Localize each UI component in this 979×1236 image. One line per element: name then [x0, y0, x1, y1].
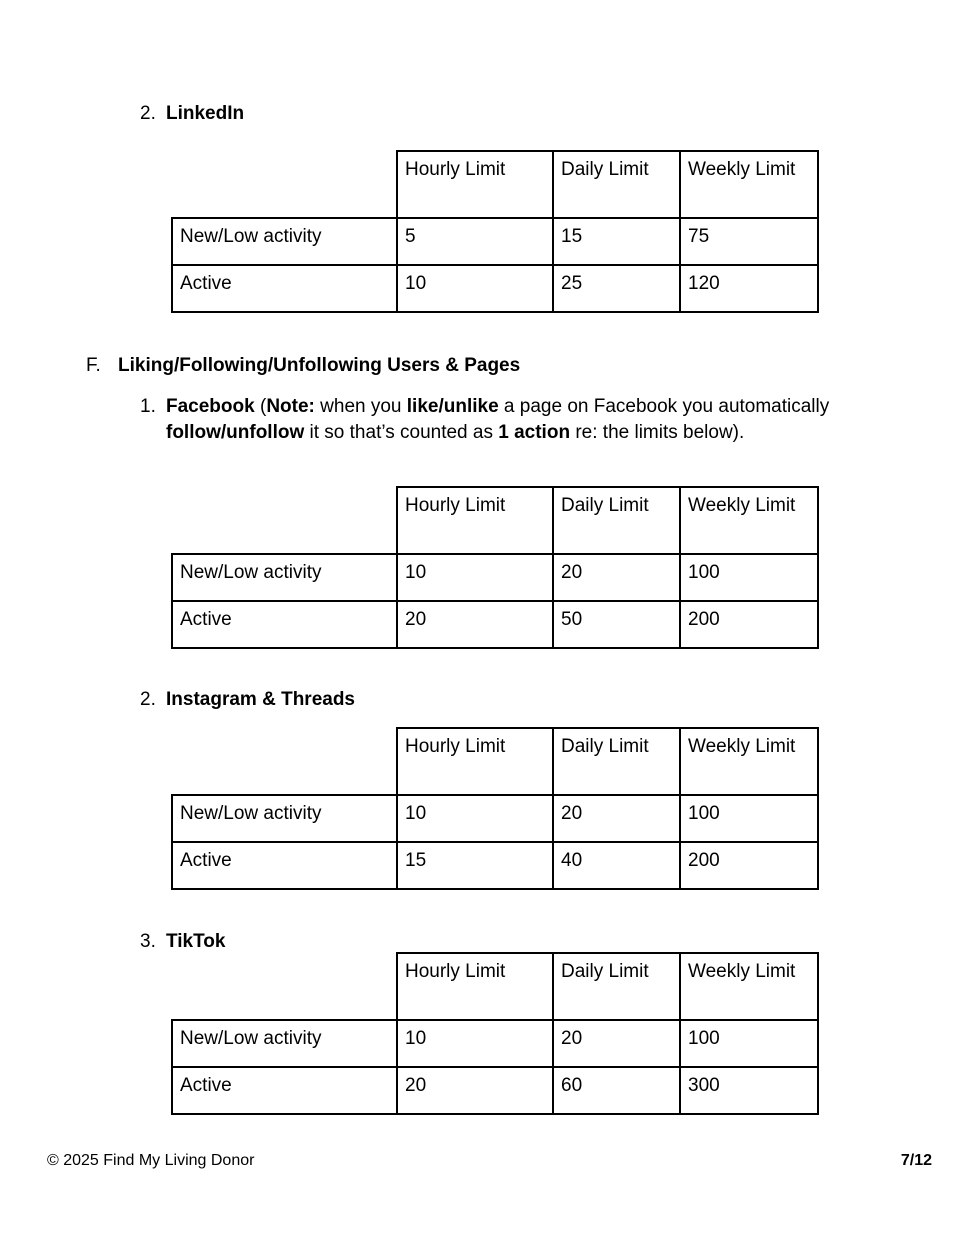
cell-daily: 60	[553, 1067, 680, 1114]
heading-liking-following: Liking/Following/Unfollowing Users & Pages	[118, 355, 521, 376]
row-label: Active	[172, 842, 397, 889]
facebook-limits-table	[171, 486, 819, 649]
cell-hourly: 5	[397, 218, 553, 265]
cell-daily: 20	[553, 795, 680, 842]
column-header-weekly: Weekly Limit	[680, 151, 818, 218]
cell-hourly: 20	[397, 1067, 553, 1114]
cell-daily: 40	[553, 842, 680, 889]
cell-hourly: 10	[397, 795, 553, 842]
table-row	[172, 554, 818, 601]
note-text-3: it so that’s counted as	[304, 422, 499, 443]
note-text-1: when you	[314, 396, 407, 417]
note-one-action: 1 action	[498, 422, 571, 443]
cell-weekly: 300	[680, 1067, 818, 1114]
note-follow-unfollow: follow/unfollow	[166, 422, 305, 443]
heading-tiktok: TikTok	[166, 931, 226, 952]
list-item-liking-following	[86, 353, 520, 379]
corner-cell	[172, 953, 397, 1020]
facebook-label: Facebook	[166, 396, 255, 417]
table-row	[172, 795, 818, 842]
cell-weekly: 100	[680, 554, 818, 601]
corner-cell	[172, 728, 397, 795]
row-label: Active	[172, 601, 397, 648]
cell-hourly: 10	[397, 265, 553, 312]
list-item-linkedin	[140, 101, 244, 127]
cell-weekly: 120	[680, 265, 818, 312]
cell-weekly: 75	[680, 218, 818, 265]
linkedin-limits-table	[171, 150, 819, 313]
table-row	[172, 842, 818, 889]
column-header-weekly: Weekly Limit	[680, 953, 818, 1020]
row-label: New/Low activity	[172, 218, 397, 265]
cell-daily: 25	[553, 265, 680, 312]
column-header-daily: Daily Limit	[553, 953, 680, 1020]
table-row	[172, 1067, 818, 1114]
row-label: New/Low activity	[172, 1020, 397, 1067]
cell-weekly: 200	[680, 601, 818, 648]
column-header-hourly: Hourly Limit	[397, 151, 553, 218]
table-header-row	[172, 728, 818, 795]
column-header-weekly: Weekly Limit	[680, 487, 818, 554]
list-marker: 2.	[140, 689, 156, 710]
row-label: Active	[172, 265, 397, 312]
list-item-instagram	[140, 687, 355, 713]
table-header-row	[172, 953, 818, 1020]
cell-hourly: 10	[397, 554, 553, 601]
heading-linkedin: LinkedIn	[166, 103, 245, 124]
list-marker: 1.	[140, 396, 156, 417]
row-label: New/Low activity	[172, 795, 397, 842]
instagram-limits-table	[171, 727, 819, 890]
list-marker: F.	[86, 355, 101, 376]
list-marker: 3.	[140, 931, 156, 952]
facebook-note-paragraph	[166, 394, 914, 446]
list-item-facebook	[140, 394, 914, 446]
corner-cell	[172, 151, 397, 218]
row-label: New/Low activity	[172, 554, 397, 601]
note-like-unlike: like/unlike	[406, 396, 499, 417]
column-header-daily: Daily Limit	[553, 487, 680, 554]
cell-daily: 15	[553, 218, 680, 265]
note-text-4: re: the limits below).	[570, 422, 745, 443]
table-header-row	[172, 487, 818, 554]
note-prefix: Note:	[266, 396, 315, 417]
cell-hourly: 10	[397, 1020, 553, 1067]
column-header-hourly: Hourly Limit	[397, 728, 553, 795]
row-label: Active	[172, 1067, 397, 1114]
cell-daily: 50	[553, 601, 680, 648]
note-open-paren: (	[254, 396, 267, 417]
table-row	[172, 601, 818, 648]
column-header-hourly: Hourly Limit	[397, 487, 553, 554]
tiktok-limits-table	[171, 952, 819, 1115]
table-row	[172, 218, 818, 265]
list-marker: 2.	[140, 103, 156, 124]
page-footer	[0, 1148, 979, 1174]
column-header-weekly: Weekly Limit	[680, 728, 818, 795]
copyright-text: © 2025 Find My Living Donor	[47, 1152, 255, 1169]
table-row	[172, 265, 818, 312]
heading-instagram: Instagram & Threads	[166, 689, 355, 710]
cell-daily: 20	[553, 554, 680, 601]
cell-hourly: 15	[397, 842, 553, 889]
column-header-daily: Daily Limit	[553, 728, 680, 795]
cell-hourly: 20	[397, 601, 553, 648]
corner-cell	[172, 487, 397, 554]
cell-weekly: 200	[680, 842, 818, 889]
table-header-row	[172, 151, 818, 218]
cell-weekly: 100	[680, 795, 818, 842]
table-row	[172, 1020, 818, 1067]
page-number: 7/12	[900, 1152, 932, 1169]
cell-daily: 20	[553, 1020, 680, 1067]
note-text-2: a page on Facebook you automatically	[498, 396, 830, 417]
cell-weekly: 100	[680, 1020, 818, 1067]
column-header-daily: Daily Limit	[553, 151, 680, 218]
column-header-hourly: Hourly Limit	[397, 953, 553, 1020]
